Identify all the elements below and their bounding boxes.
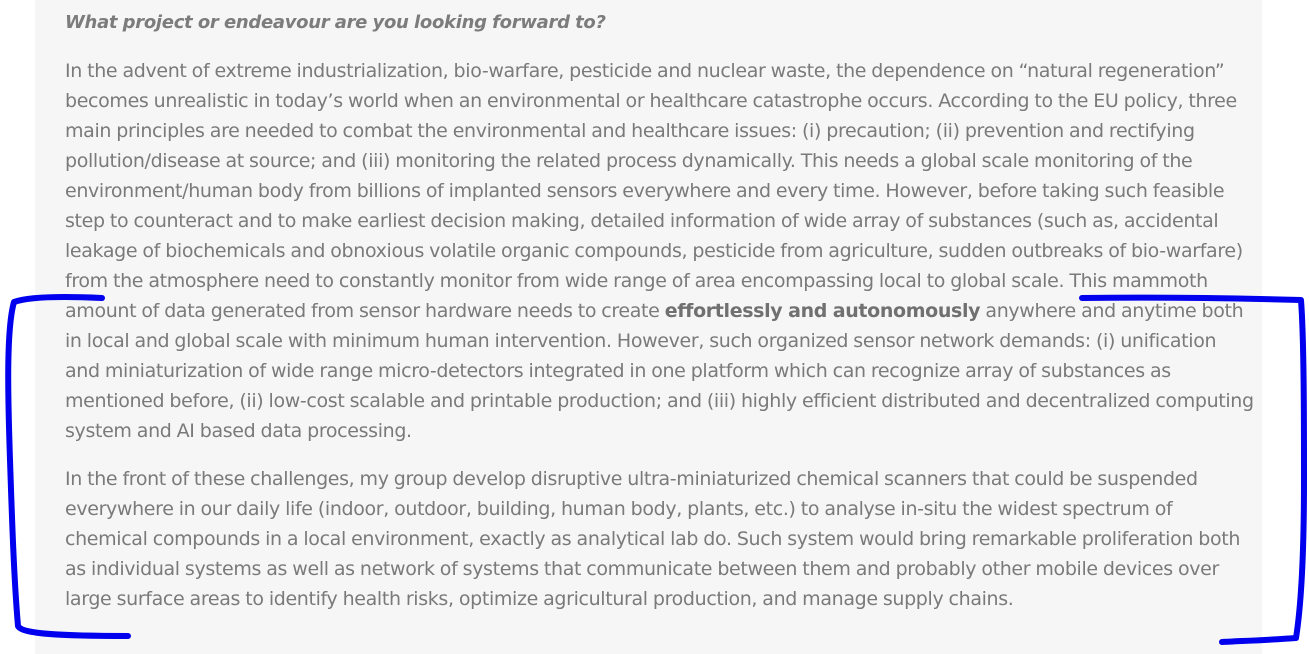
question-heading: What project or endeavour are you looking forward to? (65, 12, 606, 33)
paragraph-1-text-start: In the advent of extreme industrialization, bio-warfare, pesticide and nuclear waste, the dependence on “natural regeneration” becomes unrealistic in today’s world when an environmental or healthcare catastrophe occurs. According to the EU policy, three main principles are needed to combat the environmental and healthcare issues: (i) precaution; (ii) prevention and rectifying pollution/disease at source; and (iii) monitoring the related process dynamically. This needs a global scale monitoring of the environment/human body from billions of implanted sensors everywhere and every time. However, before taking such feasible step to counteract and to make earliest decision making, detailed information of wide array of substances (such as, accidental leakage of biochemicals and obnoxious volatile organic compounds, pesticide from agriculture, sudden outbreaks of bio-warfare) from the atmosphere need to constantly monitor from wide range of area encompassing local to global scale. This mammoth amount of data generated from sensor hardware needs to create (65, 60, 1243, 322)
paragraph-1 (65, 56, 1255, 446)
paragraph-1-bold-text: effortlessly and autonomously (664, 300, 981, 322)
paragraph-2: In the front of these challenges, my group develop disruptive ultra-miniaturized chemical scanners that could be suspended everywhere in our daily life (indoor, outdoor, building, human body, plants, etc.) to analyse in-situ the widest spectrum of chemical compounds in a local environment, exactly as analytical lab do. Such system would bring remarkable proliferation both as individual systems as well as network of systems that communicate between them and probably other mobile devices over large surface areas to identify health risks, optimize agricultural production, and manage supply chains. (65, 468, 1241, 610)
paragraph-1-text-end: anywhere and anytime both in local and global scale with minimum human intervention. However, such organized sensor network demands: (i) unification and miniaturization of wide range micro-detectors integrated in one platform which can recognize array of substances as mentioned before, (ii) low-cost scalable and printable production; and (iii) highly efficient distributed and decentralized computing system and AI based data processing. (65, 300, 1254, 442)
article-body (65, 8, 1255, 632)
